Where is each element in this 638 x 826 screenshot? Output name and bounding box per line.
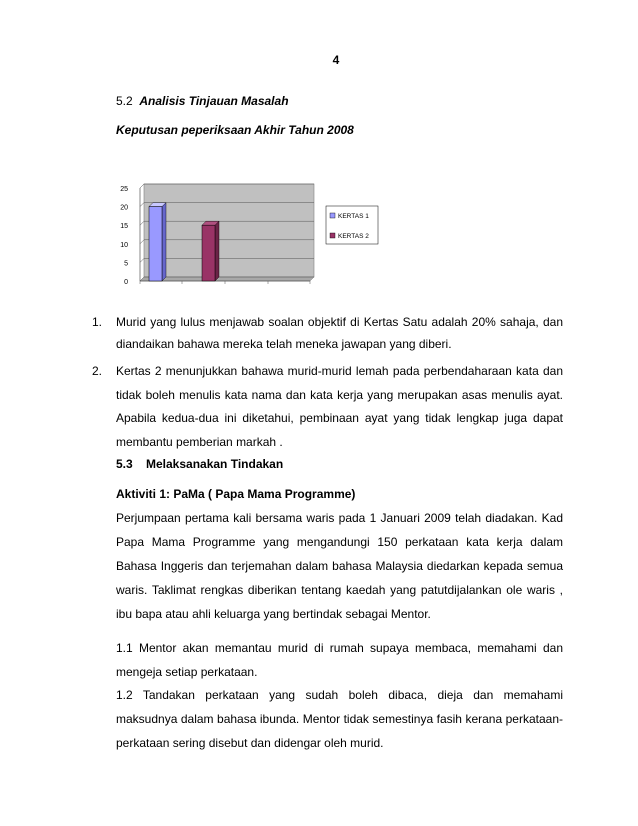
activity-title: Aktiviti 1: PaMa ( Papa Mama Programme) bbox=[116, 487, 356, 501]
section-number: 5.3 bbox=[116, 457, 133, 471]
page-number: 4 bbox=[332, 53, 340, 67]
bar-side bbox=[162, 203, 166, 281]
list-item bbox=[92, 311, 562, 355]
plot-floor bbox=[140, 277, 314, 281]
y-tick-label: 10 bbox=[120, 241, 128, 249]
section-title: Melaksanakan Tindakan bbox=[146, 457, 284, 471]
grid-line-diag bbox=[140, 258, 144, 262]
list-number: 2. bbox=[92, 364, 103, 378]
section-heading-5-3 bbox=[116, 457, 284, 471]
list-number: 1. bbox=[92, 315, 103, 329]
section-number: 5.2 bbox=[116, 94, 133, 108]
y-tick-label: 5 bbox=[124, 260, 128, 268]
grid-line-diag bbox=[140, 184, 144, 188]
grid-line-diag bbox=[140, 221, 144, 225]
plot-area bbox=[144, 184, 314, 277]
legend-swatch bbox=[330, 213, 335, 218]
legend-label: KERTAS 2 bbox=[338, 233, 369, 240]
y-tick-label: 25 bbox=[120, 186, 128, 193]
y-tick-label: 15 bbox=[120, 223, 128, 231]
list-text: Kertas 2 menunjukkan bahawa murid-murid lemah pada perbendaharaan kata dan tidak boleh menulis kata nama dan kata kerja yang merupakan asas menulis ayat. Apabila kedua-dua ini diketahui, pembinaan ayat yang tidak lengkap juga dapat membantu pemberian markah . bbox=[116, 364, 563, 449]
y-tick-label: 0 bbox=[124, 279, 128, 286]
legend-label: KERTAS 1 bbox=[338, 213, 369, 220]
grid-line-diag bbox=[140, 240, 144, 244]
list-text: Murid yang lulus menjawab soalan objektif di Kertas Satu adalah 20% sahaja, dan diandaikan bahawa mereka telah meneka jawapan yang diberi. bbox=[116, 315, 563, 351]
legend-swatch bbox=[330, 233, 335, 238]
chart-subtitle: Keputusan peperiksaan Akhir Tahun 2008 bbox=[116, 123, 354, 137]
y-tick-label: 20 bbox=[120, 204, 128, 212]
bar-side bbox=[215, 221, 219, 281]
point-1-1: 1.1 Mentor akan memantau murid di rumah supaya membaca, memahami dan mengeja setiap perkataan. bbox=[116, 641, 563, 679]
section-heading-5-2 bbox=[116, 94, 289, 108]
section-title: Analisis Tinjauan Masalah bbox=[139, 94, 289, 108]
bar-chart bbox=[110, 158, 390, 298]
bar bbox=[149, 207, 162, 281]
activity-paragraph: Perjumpaan pertama kali bersama waris pada 1 Januari 2009 telah diadakan. Kad Papa Mama Programme yang mengandungi 150 perkataan kata kerja dalam Bahasa Inggeris dan terjemahan dalam bahasa Malaysia diedarkan kepada semua waris. Taklimat rengkas diberikan tentang kaedah yang patutdijalankan ole waris , ibu bapa atau ahli keluarga yang bertindak sebagai Mentor. bbox=[116, 511, 563, 621]
grid-line-diag bbox=[140, 203, 144, 207]
point-1-2: 1.2 Tandakan perkataan yang sudah boleh dibaca, dieja dan memahami maksudnya dalam bahasa ibunda. Mentor tidak semestinya fasih kerana perkataan-perkataan sering disebut dan didengar oleh murid. bbox=[116, 688, 563, 750]
bar bbox=[202, 225, 215, 281]
